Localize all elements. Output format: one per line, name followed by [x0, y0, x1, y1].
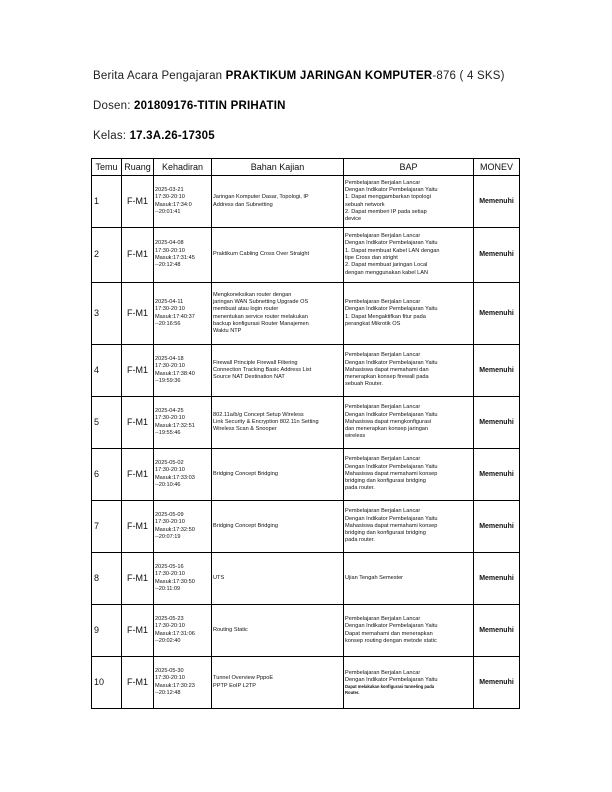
bap-cell — [344, 657, 474, 709]
attendance-line: --20:02:40 — [155, 637, 181, 644]
monev-status: Memenuhi — [474, 283, 520, 345]
topic-line: UTS — [213, 574, 225, 581]
topic-cell — [212, 283, 344, 345]
bap-line: Dapat memahami dan menerapkan — [345, 630, 433, 637]
bap-line: Dengan Indikator Pembelajaran Yaitu — [345, 240, 438, 247]
monev-status: Memenuhi — [474, 553, 520, 605]
attendance-line: Masuk:17:40:37 — [155, 313, 195, 320]
bap-line: Dengan Indikator Pembelajaran Yaitu — [345, 623, 438, 630]
attendance-line: Masuk:17:34:0 — [155, 201, 192, 208]
meeting-number: 8 — [92, 553, 122, 605]
attendance-line: 2025-05-16 — [155, 563, 184, 570]
bap-line: Dengan Indikator Pembelajaran Yaitu — [345, 186, 438, 193]
class-code: 17.3A.26-17305 — [129, 130, 215, 142]
bap-line: pada router. — [345, 537, 375, 544]
topic-line: 802.11a/b/g Concept Setup Wireless — [213, 411, 304, 418]
topic-line: Wireless Scan & Snooper — [213, 426, 277, 433]
bap-line: sebuah Router. — [345, 381, 383, 388]
attendance-line: 2025-04-18 — [155, 355, 184, 362]
bap-line: pada router. — [345, 485, 375, 492]
bap-line: Pembelajaran Berjalan Lancar — [345, 404, 421, 411]
bap-line: 1. Dapat Mengaktifkan fitur pada — [345, 313, 426, 320]
col-header-bahan-kajian: Bahan Kajian — [212, 159, 344, 176]
bap-line: Dengan Indikator Pembelajaran Yaitu — [345, 515, 438, 522]
room: F-M1 — [122, 605, 154, 657]
room: F-M1 — [122, 397, 154, 449]
attendance-line: 17:30-20:10 — [155, 519, 185, 526]
room: F-M1 — [122, 449, 154, 501]
room: F-M1 — [122, 283, 154, 345]
bap-line: Dengan Indikator Pembelajaran Yaitu — [345, 359, 438, 366]
topic-line: membuat atau login router — [213, 306, 279, 313]
monev-status: Memenuhi — [474, 501, 520, 553]
attendance-line: 17:30-20:10 — [155, 467, 185, 474]
monev-status: Memenuhi — [474, 657, 520, 709]
meeting-number: 6 — [92, 449, 122, 501]
topic-cell — [212, 501, 344, 553]
attendance-line: --20:12:48 — [155, 689, 181, 696]
monev-status: Memenuhi — [474, 345, 520, 397]
bap-line: Pembelajaran Berjalan Lancar — [345, 298, 421, 305]
attendance-line: Masuk:17:38:40 — [155, 370, 195, 377]
attendance-line: 17:30-20:10 — [155, 363, 185, 370]
topic-cell — [212, 657, 344, 709]
bap-line: Pembelajaran Berjalan Lancar — [345, 352, 421, 359]
monev-status: Memenuhi — [474, 397, 520, 449]
bap-line: perangkat Mikrotik OS — [345, 320, 401, 327]
bap-line: 1. Dapat menggambarkan topologi — [345, 194, 431, 201]
bap-line: Mahasiswa dapat memahami konsep — [345, 470, 438, 477]
attendance-line: --19:59:36 — [155, 377, 181, 384]
meeting-number: 7 — [92, 501, 122, 553]
attendance-line: 2025-04-25 — [155, 407, 184, 414]
table-row — [92, 449, 520, 501]
attendance-line: 17:30-20:10 — [155, 415, 185, 422]
meeting-number: 10 — [92, 657, 122, 709]
course-line — [93, 70, 505, 82]
attendance-line: 17:30-20:10 — [155, 247, 185, 254]
attendance-line: Masuk:17:31:45 — [155, 255, 195, 261]
bap-line: dan menerapkan konsep jaringan — [345, 426, 429, 433]
bap-line: sebuah network — [345, 201, 385, 208]
topic-line: Routing Static — [213, 626, 248, 633]
col-header-bap: BAP — [344, 159, 474, 176]
bap-line: Dengan Indikator Pembelajaran Yaitu — [345, 463, 438, 470]
attendance-line: --20:16:56 — [155, 320, 181, 327]
topic-line: Firewall Principle Firewall Filtering — [213, 359, 298, 366]
topic-cell — [212, 553, 344, 605]
topic-line: backup konfigurasi Router Manajemen — [213, 320, 309, 327]
attendance-line: 17:30-20:10 — [155, 623, 185, 630]
table-row — [92, 605, 520, 657]
topic-cell — [212, 176, 344, 228]
bap-line: Mahasiswa dapat memahami konsep — [345, 522, 438, 529]
course-name: PRAKTIKUM JARINGAN KOMPUTER — [225, 70, 433, 82]
bap-line: Pembelajaran Berjalan Lancar — [345, 179, 421, 186]
attendance-line: 17:30-20:10 — [155, 194, 185, 201]
topic-cell — [212, 605, 344, 657]
attendance-cell — [154, 605, 212, 657]
attendance-line: Masuk:17:30:23 — [155, 682, 195, 689]
topic-line: Connection Tracking Basic Address List — [213, 366, 312, 373]
bap-cell — [344, 283, 474, 345]
bap-line: menerapkan konsep firewall pada — [345, 374, 429, 381]
bap-cell — [344, 553, 474, 605]
monev-status: Memenuhi — [474, 605, 520, 657]
course-suffix: -876 ( 4 SKS) — [432, 70, 505, 82]
topic-cell — [212, 449, 344, 501]
topic-line: PPTP EoIP L2TP — [213, 682, 257, 689]
attendance-line: Masuk:17:30:50 — [155, 578, 195, 585]
col-header-ruang: Ruang — [122, 159, 154, 176]
table-row — [92, 657, 520, 709]
attendance-line: 2025-05-30 — [155, 667, 184, 674]
meeting-number: 5 — [92, 397, 122, 449]
course-label: Berita Acara Pengajaran — [93, 70, 226, 82]
room: F-M1 — [122, 176, 154, 228]
attendance-line: Masuk:17:33:03 — [155, 474, 195, 481]
bap-line: 1. Dapat membuat Kabel LAN dengan — [345, 247, 440, 254]
meeting-number: 4 — [92, 345, 122, 397]
table-row — [92, 283, 520, 345]
monev-status: Memenuhi — [474, 449, 520, 501]
attendance-line: --20:11:09 — [155, 585, 181, 592]
attendance-line: 2025-03-21 — [155, 186, 184, 193]
bap-line: Pembelajaran Berjalan Lancar — [345, 615, 421, 622]
bap-cell — [344, 501, 474, 553]
bap-line: bridging dan konfigurasi bridging — [345, 478, 426, 485]
col-header-kehadiran: Kehadiran — [154, 159, 212, 176]
bap-line: Router. — [345, 689, 360, 695]
class-line — [93, 130, 215, 142]
table-header-row — [92, 159, 520, 176]
attendance-line: 2025-04-08 — [155, 240, 184, 247]
lecturer-label: Dosen: — [93, 100, 135, 112]
attendance-cell — [154, 553, 212, 605]
room: F-M1 — [122, 228, 154, 283]
table-row — [92, 397, 520, 449]
attendance-cell — [154, 228, 212, 283]
bap-line: device — [345, 216, 362, 223]
class-label: Kelas: — [93, 130, 130, 142]
attendance-cell — [154, 345, 212, 397]
bap-line: Dapat melakukan konfigurasi tunneling pada — [345, 684, 435, 690]
attendance-line: --20:12:48 — [155, 262, 181, 269]
bap-line: Mahasiswa dapat memahami dan — [345, 366, 429, 373]
bap-line: 2. Dapat membuat jaringan Local — [345, 262, 428, 269]
topic-line: Tunnel Overview PppoE — [213, 675, 274, 682]
topic-line: Address dan Subnetting — [213, 201, 273, 208]
attendance-line: --19:55:46 — [155, 429, 181, 436]
topic-line: Source NAT Destination NAT — [213, 374, 285, 381]
attendance-line: 2025-05-02 — [155, 459, 184, 466]
bap-line: Ujian Tengah Semester — [345, 574, 404, 581]
bap-line: Dengan Indikator Pembelajaran Yaitu — [345, 677, 438, 684]
bap-line: 2. Dapat memberi IP pada setiap — [345, 208, 427, 215]
attendance-line: 2025-05-23 — [155, 615, 184, 622]
attendance-line: Masuk:17:32:51 — [155, 422, 195, 429]
bap-line: bridging dan konfigurasi bridging — [345, 530, 426, 537]
topic-cell — [212, 228, 344, 283]
room: F-M1 — [122, 657, 154, 709]
attendance-line: --20:01:41 — [155, 208, 181, 215]
bap-line: tipe Cross dan stright — [345, 255, 398, 261]
topic-line: Praktikum Cabling Cross Over Straight — [213, 251, 310, 258]
bap-line: Dengan Indikator Pembelajaran Yaitu — [345, 411, 438, 418]
bap-cell — [344, 345, 474, 397]
attendance-line: --20:07:19 — [155, 533, 181, 540]
topic-line: Mengkoneksikan router dengan — [213, 291, 292, 298]
topic-line: Waktu NTP — [213, 328, 242, 335]
bap-line: konsep routing dengan metode static — [345, 637, 437, 644]
bap-line: Pembelajaran Berjalan Lancar — [345, 508, 421, 515]
attendance-cell — [154, 176, 212, 228]
table-row — [92, 228, 520, 283]
table-row — [92, 501, 520, 553]
attendance-line: 17:30-20:10 — [155, 675, 185, 682]
bap-line: dengan menggunakan kabel LAN — [345, 269, 429, 276]
monev-status: Memenuhi — [474, 176, 520, 228]
attendance-line: 2025-04-11 — [155, 298, 184, 305]
lecturer-line — [93, 100, 286, 112]
attendance-cell — [154, 501, 212, 553]
bap-line: Dengan Indikator Pembelajaran Yaitu — [345, 306, 438, 313]
room: F-M1 — [122, 501, 154, 553]
attendance-cell — [154, 657, 212, 709]
lecturer-name: 201809176-TITIN PRIHATIN — [134, 100, 286, 112]
attendance-line: 2025-05-09 — [155, 511, 184, 518]
meeting-number: 2 — [92, 228, 122, 283]
topic-cell — [212, 345, 344, 397]
topic-line: jaringan WAN Subnetting Upgrade OS — [213, 298, 309, 305]
table-row — [92, 345, 520, 397]
bap-cell — [344, 605, 474, 657]
topic-line: Link Security & Encryption 802.11n Setting — [213, 418, 319, 425]
bap-line: wireless — [345, 433, 366, 440]
topic-line: Bridging Concept Bridging — [213, 522, 278, 529]
bap-cell — [344, 397, 474, 449]
attendance-line: 17:30-20:10 — [155, 571, 185, 578]
bap-line: Mahasiswa dapat mengkonfigurasi — [345, 418, 432, 425]
bap-cell — [344, 449, 474, 501]
attendance-cell — [154, 283, 212, 345]
col-header-temu: Temu — [92, 159, 122, 176]
room: F-M1 — [122, 553, 154, 605]
attendance-line: 17:30-20:10 — [155, 306, 185, 313]
topic-line: menentukan service router melakukan — [213, 313, 308, 320]
attendance-cell — [154, 397, 212, 449]
attendance-line: Masuk:17:31:06 — [155, 630, 195, 637]
topic-line: Bridging Concept Bridging — [213, 470, 278, 477]
table-row — [92, 176, 520, 228]
table-row — [92, 553, 520, 605]
monev-status: Memenuhi — [474, 228, 520, 283]
meeting-number: 9 — [92, 605, 122, 657]
attendance-cell — [154, 449, 212, 501]
topic-cell — [212, 397, 344, 449]
room: F-M1 — [122, 345, 154, 397]
attendance-line: Masuk:17:32:50 — [155, 526, 195, 533]
topic-line: Jaringan Komputer Dasar, Topologi, IP — [213, 194, 309, 201]
attendance-line: --20:10:46 — [155, 481, 181, 488]
bap-cell — [344, 228, 474, 283]
bap-line: Pembelajaran Berjalan Lancar — [345, 669, 421, 676]
bap-line: Pembelajaran Berjalan Lancar — [345, 233, 421, 240]
bap-line: Pembelajaran Berjalan Lancar — [345, 456, 421, 463]
meeting-number: 3 — [92, 283, 122, 345]
col-header-monev: MONEV — [474, 159, 520, 176]
meeting-number: 1 — [92, 176, 122, 228]
attendance-table — [91, 158, 520, 709]
bap-cell — [344, 176, 474, 228]
